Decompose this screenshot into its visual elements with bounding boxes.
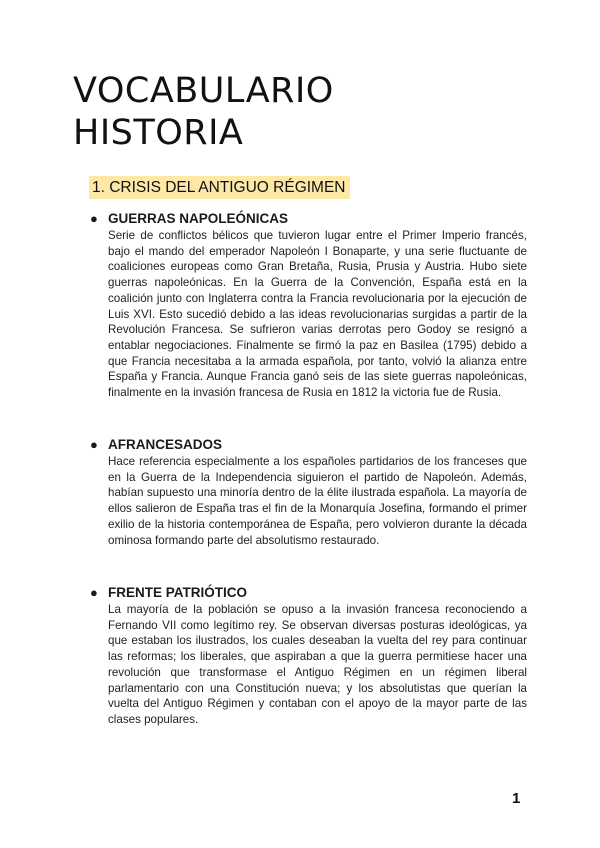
entry-term: GUERRAS NAPOLEÓNICAS: [108, 211, 289, 226]
title-line-2: HISTORIA: [73, 113, 244, 153]
document-title: [73, 70, 553, 154]
entry-term: AFRANCESADOS: [108, 437, 223, 452]
entry-frente-patriotico: [90, 584, 527, 728]
bullet-icon: ●: [90, 585, 98, 600]
entry-definition: Serie de conflictos bélicos que tuvieron lugar entre el Primer Imperio francés, bajo el mando del emperador Napoleón I Bonaparte, y una serie fluctuante de coaliciones europeas como Gran Bretaña, Rusia, Prusia y Austria. Hubo siete guerras napoleónicas. En la Guerra de la Convención, España está en la coalición junto con Inglaterra contra la Francia revolucionaria por la ejecución de Luis XVI. Esto sucedió debido a las ideas revolucionarias surgidas a partir de la Revolución Francesa. Se sufrieron varias derrotas pero Godoy se resignó a entablar negociaciones. Finalmente se firmó la paz en Basilea (1795) debido a que Francia necesitaba a la armada española, por tanto, volvió la alianza entre España y Francia. Aunque Francia ganó seis de las siete guerras napoleónicas, finalmente en la invasión francesa de Rusia en 1812 la victoria fue de Rusia.: [108, 229, 527, 400]
entry-definition: La mayoría de la población se opuso a la invasión francesa reconociendo a Fernando VII como legítimo rey. Se observan diversas posturas ideológicas, ya que estaban los ilustrados, los cuales deseaban la vuelta del rey para continuar las reformas; los liberales, que aspiraban a que la guerra permitiese hacer una revolución que transformase el Antiguo Régimen en un régimen liberal parlamentario con una Constitución nueva; y los absolutistas que querían la vuelta del Antiguo Régimen y contaban con el apoyo de la mayor parte de las clases populares.: [108, 603, 527, 726]
bullet-icon: ●: [90, 437, 98, 452]
entry-guerras-napoleonicas: [90, 210, 527, 401]
title-line-1: VOCABULARIO: [73, 71, 334, 111]
entry-definition: Hace referencia especialmente a los españoles partidarios de los franceses que en la Guerra de la Independencia siguieron el partido de Napoleón. Además, habían supuesto una minoría dentro de la élite ilustrada española. La mayoría de ellos salieron de España tras el fin de la Monarquía Josefina, formando el primer exilio de la historia contemporánea de España, pero volvieron durante la década ominosa formando parte del absolutismo restaurado.: [108, 455, 527, 547]
section-heading: 1. CRISIS DEL ANTIGUO RÉGIMEN: [89, 176, 350, 199]
entry-afrancesados: [90, 436, 527, 548]
page-number: 1: [512, 790, 521, 807]
entry-term: FRENTE PATRIÓTICO: [108, 585, 247, 600]
bullet-icon: ●: [90, 211, 98, 226]
